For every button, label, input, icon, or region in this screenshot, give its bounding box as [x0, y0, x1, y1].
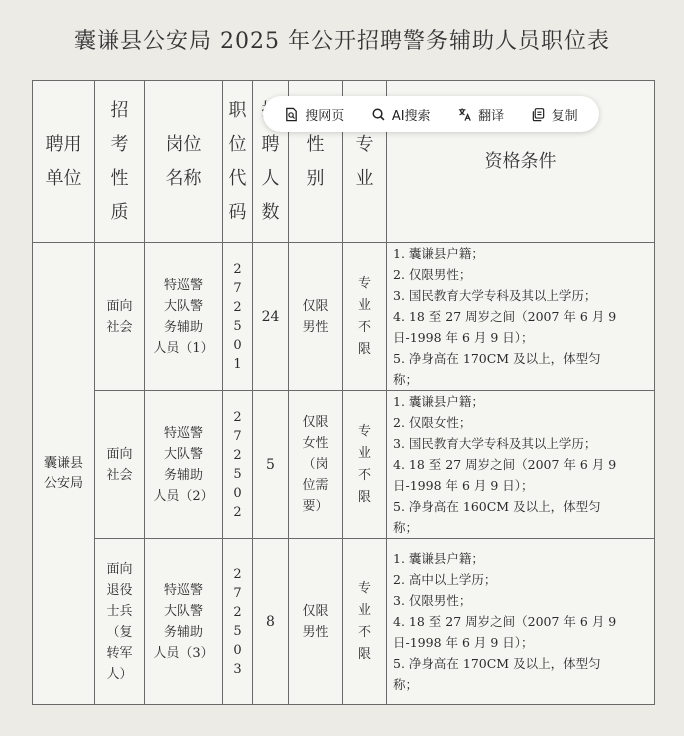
major-cell: 专 业 不 限 [343, 391, 387, 539]
copy-label: 复制 [551, 108, 578, 124]
search-page-label: 搜网页 [305, 108, 345, 124]
search-page-button[interactable] [284, 105, 344, 124]
header-major: 专 业 [343, 81, 387, 243]
hire-count-cell: 24 [253, 243, 289, 391]
header-count: 聘 人 数 [253, 81, 289, 243]
position-code-cell: 2 7 2 5 0 2 [223, 391, 253, 539]
selection-toolbar [263, 96, 599, 132]
table-row [33, 243, 655, 391]
copy-button[interactable] [531, 105, 578, 124]
position-name-cell: 特巡警 大队警 务辅助 人员（1） [145, 243, 223, 391]
header-nature: 招 考 性 质 [95, 81, 145, 243]
position-name-cell: 特巡警 大队警 务辅助 人员（3） [145, 539, 223, 705]
header-position: 岗位 名称 [145, 81, 223, 243]
header-requirements: 资格条件 [387, 81, 655, 243]
gender-cell: 仅限 男性 [289, 539, 343, 705]
gender-cell: 仅限 女性 （岗 位需 要） [289, 391, 343, 539]
requirements-cell: 1. 囊谦县户籍； 2. 仅限女性； 3. 国民教育大学专科及其以上学历； 4. 18 至 27 周岁之间（2007 年 6 月 9 日-1998 年 6 月 9 日）； 5. 净身高在 160CM 及以上，体型匀 称； [387, 391, 655, 539]
nature-cell: 面向 退役 士兵 （复 转军 人） [95, 539, 145, 705]
translate-label: 翻译 [478, 108, 505, 124]
table-row [33, 539, 655, 705]
hire-count-cell: 8 [253, 539, 289, 705]
requirements-cell: 1. 囊谦县户籍； 2. 仅限男性； 3. 国民教育大学专科及其以上学历； 4. 18 至 27 周岁之间（2007 年 6 月 9 日-1998 年 6 月 9 日）； 5. 净身高在 170CM 及以上，体型匀 称； [387, 243, 655, 391]
position-code-cell: 2 7 2 5 0 1 [223, 243, 253, 391]
position-name-cell: 特巡警 大队警 务辅助 人员（2） [145, 391, 223, 539]
nature-cell: 面向 社会 [95, 391, 145, 539]
major-cell: 专 业 不 限 [343, 243, 387, 391]
search-icon [371, 107, 386, 122]
copy-icon [531, 107, 546, 122]
employer-cell: 囊谦县 公安局 [33, 243, 95, 705]
header-code: 职 位 代 码 [223, 81, 253, 243]
nature-cell: 面向 社会 [95, 243, 145, 391]
positions-table [32, 80, 655, 705]
search-page-icon [284, 107, 299, 122]
hire-count-cell: 5 [253, 391, 289, 539]
position-code-cell: 2 7 2 5 0 3 [223, 539, 253, 705]
major-cell: 专 业 不 限 [343, 539, 387, 705]
header-gender: 性 别 [289, 81, 343, 243]
ai-search-button[interactable] [371, 105, 431, 124]
translate-icon [457, 107, 472, 122]
gender-cell: 仅限 男性 [289, 243, 343, 391]
table-row [33, 391, 655, 539]
header-unit: 聘用 单位 [33, 81, 95, 243]
translate-button[interactable] [457, 105, 504, 124]
ai-search-label: AI搜索 [391, 108, 431, 124]
requirements-cell: 1. 囊谦县户籍； 2. 高中以上学历； 3. 仅限男性； 4. 18 至 27 周岁之间（2007 年 6 月 9 日-1998 年 6 月 9 日）； 5. 净身高在 170CM 及以上，体型匀 称； [387, 539, 655, 705]
document-title: 囊谦县公安局 2025 年公开招聘警务辅助人员职位表 [74, 29, 610, 54]
